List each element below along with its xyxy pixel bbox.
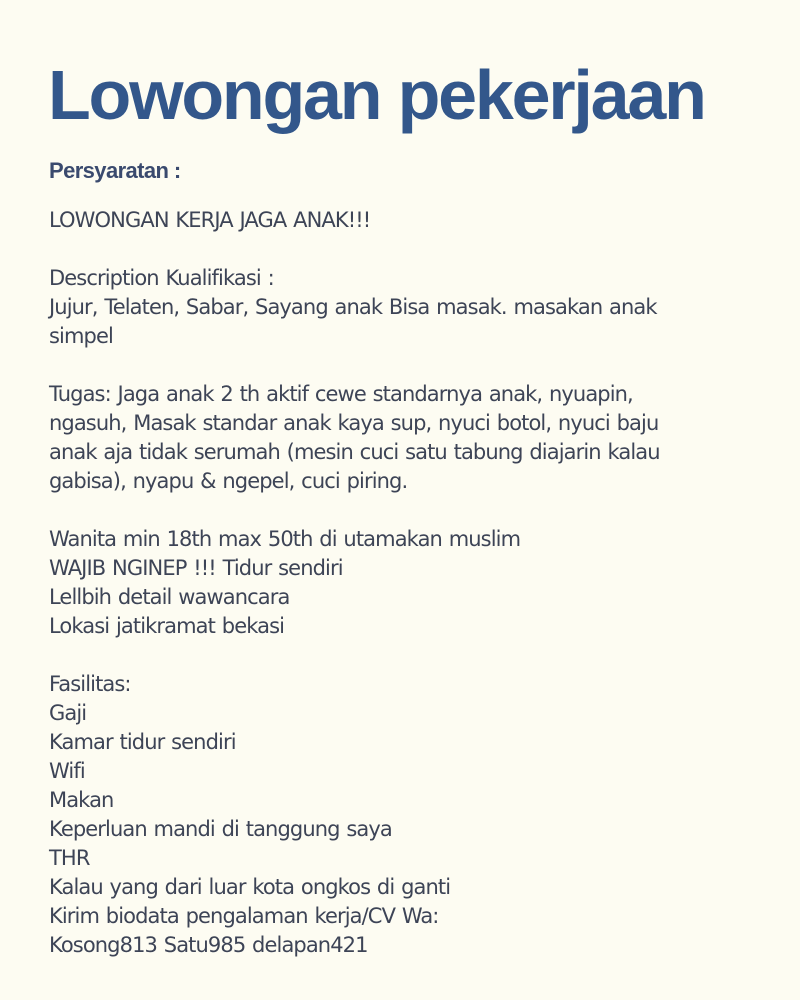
- qualification-label: Description Kualifikasi :: [49, 266, 274, 290]
- requirements-paragraph: [49, 525, 769, 641]
- facility-item: Makan: [49, 788, 114, 812]
- page-title: Lowongan pekerjaan: [48, 56, 705, 134]
- qualification-line: simpel: [49, 324, 113, 348]
- facility-item: Kalau yang dari luar kota ongkos di ganti: [49, 875, 451, 899]
- qualification-line: Jujur, Telaten, Sabar, Sayang anak Bisa masak. masakan anak: [49, 295, 657, 319]
- facilities-label: Fasilitas:: [49, 672, 131, 696]
- tasks-line: ngasuh, Masak standar anak kaya sup, nyuci botol, nyuci baju: [49, 411, 659, 435]
- contact-number: Kosong813 Satu985 delapan421: [49, 933, 368, 957]
- facility-item: Wifi: [49, 759, 85, 783]
- headline: LOWONGAN KERJA JAGA ANAK!!!: [49, 208, 371, 232]
- posting-body: [49, 206, 769, 989]
- headline-paragraph: [49, 206, 769, 235]
- facility-item: Gaji: [49, 701, 87, 725]
- requirements-heading: Persyaratan :: [49, 158, 181, 183]
- facility-item: THR: [49, 846, 90, 870]
- tasks-line: gabisa), nyapu & ngepel, cuci piring.: [49, 469, 408, 493]
- contact-instruction: Kirim biodata pengalaman kerja/CV Wa:: [49, 904, 439, 928]
- tasks-line: anak aja tidak serumah (mesin cuci satu tabung diajarin kalau: [49, 440, 660, 464]
- requirement-gender-age: Wanita min 18th max 50th di utamakan muslim: [49, 527, 521, 551]
- tasks-line: Tugas: Jaga anak 2 th aktif cewe standarnya anak, nyuapin,: [49, 382, 633, 406]
- facility-item: Keperluan mandi di tanggung saya: [49, 817, 392, 841]
- requirement-interview: Lellbih detail wawancara: [49, 585, 290, 609]
- facility-item: Kamar tidur sendiri: [49, 730, 236, 754]
- tasks-paragraph: [49, 380, 769, 496]
- requirement-location: Lokasi jatikramat bekasi: [49, 614, 285, 638]
- requirement-stay-in: WAJIB NGINEP !!! Tidur sendiri: [49, 556, 343, 580]
- qualification-paragraph: [49, 264, 769, 351]
- facilities-paragraph: [49, 670, 769, 960]
